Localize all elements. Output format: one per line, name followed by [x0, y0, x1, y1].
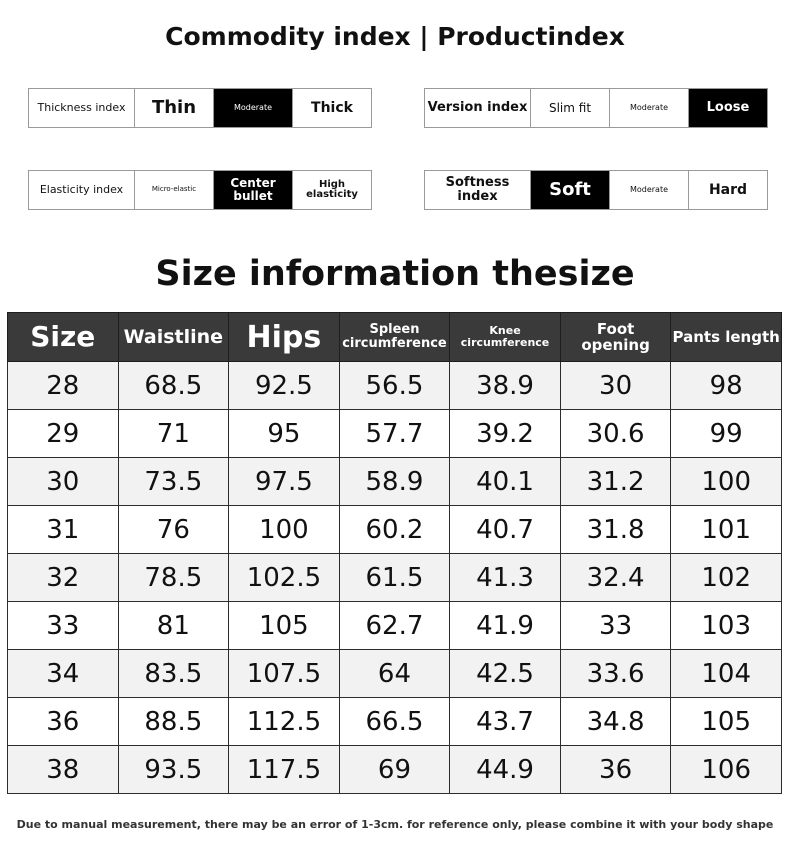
table-row — [8, 746, 782, 794]
size-table-header-row — [8, 313, 782, 362]
table-cell: 40.1 — [450, 458, 561, 506]
table-cell: 57.7 — [339, 410, 450, 458]
elasticity-option-high-elasticity: High elasticity — [306, 178, 358, 200]
thickness-option-thin: Thin — [135, 89, 214, 127]
table-cell: 76 — [118, 506, 229, 554]
table-cell: 33.6 — [560, 650, 671, 698]
table-cell: 58.9 — [339, 458, 450, 506]
version-index-label: Version index — [425, 89, 531, 127]
version-index-row — [424, 88, 768, 128]
table-cell: 71 — [118, 410, 229, 458]
table-cell: 36 — [8, 698, 119, 746]
header-foot-opening: Foot opening — [560, 313, 671, 362]
table-cell: 61.5 — [339, 554, 450, 602]
table-cell: 40.7 — [450, 506, 561, 554]
table-cell: 38.9 — [450, 362, 561, 410]
table-cell: 102.5 — [229, 554, 340, 602]
table-cell: 38 — [8, 746, 119, 794]
table-cell: 39.2 — [450, 410, 561, 458]
table-cell: 62.7 — [339, 602, 450, 650]
table-row — [8, 650, 782, 698]
table-cell: 106 — [671, 746, 782, 794]
header-hips: Hips — [229, 313, 340, 362]
table-cell: 64 — [339, 650, 450, 698]
elasticity-index-row — [28, 170, 372, 210]
table-cell: 69 — [339, 746, 450, 794]
table-cell: 30.6 — [560, 410, 671, 458]
table-cell: 43.7 — [450, 698, 561, 746]
version-option-slim-fit: Slim fit — [531, 89, 610, 127]
size-table — [7, 312, 782, 794]
softness-option-soft: Soft — [531, 171, 610, 209]
table-cell: 100 — [229, 506, 340, 554]
header-size: Size — [8, 313, 119, 362]
table-cell: 56.5 — [339, 362, 450, 410]
table-cell: 42.5 — [450, 650, 561, 698]
thickness-index-row — [28, 88, 372, 128]
table-row — [8, 458, 782, 506]
table-cell: 30 — [560, 362, 671, 410]
table-cell: 105 — [671, 698, 782, 746]
table-cell: 104 — [671, 650, 782, 698]
elasticity-index-label: Elasticity index — [29, 171, 135, 209]
table-cell: 78.5 — [118, 554, 229, 602]
table-cell: 73.5 — [118, 458, 229, 506]
table-row — [8, 410, 782, 458]
table-cell: 95 — [229, 410, 340, 458]
elasticity-option-micro-elastic: Micro-elastic — [135, 171, 214, 209]
table-cell: 102 — [671, 554, 782, 602]
version-option-loose: Loose — [689, 89, 767, 127]
header-knee-circumference: Knee circumference — [450, 313, 561, 362]
table-cell: 92.5 — [229, 362, 340, 410]
table-row — [8, 602, 782, 650]
table-cell: 68.5 — [118, 362, 229, 410]
table-row — [8, 554, 782, 602]
table-cell: 117.5 — [229, 746, 340, 794]
measurement-footnote: Due to manual measurement, there may be an error of 1-3cm. for reference only, please combine it with your body shape — [16, 818, 774, 831]
table-cell: 34 — [8, 650, 119, 698]
thickness-index-label: Thickness index — [29, 89, 135, 127]
thickness-option-moderate: Moderate — [214, 89, 293, 127]
table-cell: 41.9 — [450, 602, 561, 650]
softness-option-moderate: Moderate — [610, 171, 689, 209]
table-cell: 30 — [8, 458, 119, 506]
thickness-option-thick: Thick — [311, 99, 353, 116]
header-spleen-circumference: Spleen circumference — [339, 313, 450, 362]
table-cell: 31 — [8, 506, 119, 554]
table-cell: 83.5 — [118, 650, 229, 698]
table-cell: 105 — [229, 602, 340, 650]
table-row — [8, 698, 782, 746]
table-cell: 107.5 — [229, 650, 340, 698]
table-cell: 31.2 — [560, 458, 671, 506]
table-cell: 60.2 — [339, 506, 450, 554]
table-cell: 81 — [118, 602, 229, 650]
softness-index-row — [424, 170, 768, 210]
table-row — [8, 506, 782, 554]
table-cell: 88.5 — [118, 698, 229, 746]
size-information-title: Size information thesize — [155, 254, 635, 294]
header-pants-length: Pants length — [671, 313, 782, 362]
table-cell: 32 — [8, 554, 119, 602]
table-cell: 100 — [671, 458, 782, 506]
table-cell: 103 — [671, 602, 782, 650]
table-cell: 33 — [560, 602, 671, 650]
table-cell: 44.9 — [450, 746, 561, 794]
table-row — [8, 362, 782, 410]
header-waistline: Waistline — [118, 313, 229, 362]
table-cell: 112.5 — [229, 698, 340, 746]
table-cell: 97.5 — [229, 458, 340, 506]
table-cell: 32.4 — [560, 554, 671, 602]
commodity-index-title: Commodity index | Productindex — [165, 22, 625, 51]
softness-index-label: Softness index — [425, 171, 531, 209]
table-cell: 41.3 — [450, 554, 561, 602]
table-cell: 36 — [560, 746, 671, 794]
table-cell: 29 — [8, 410, 119, 458]
table-cell: 31.8 — [560, 506, 671, 554]
table-cell: 93.5 — [118, 746, 229, 794]
table-cell: 98 — [671, 362, 782, 410]
table-cell: 34.8 — [560, 698, 671, 746]
table-cell: 66.5 — [339, 698, 450, 746]
table-cell: 33 — [8, 602, 119, 650]
elasticity-option-center-bullet: Center bullet — [214, 171, 293, 209]
table-cell: 99 — [671, 410, 782, 458]
table-cell: 28 — [8, 362, 119, 410]
table-cell: 101 — [671, 506, 782, 554]
version-option-moderate: Moderate — [610, 89, 689, 127]
softness-option-hard: Hard — [708, 181, 748, 198]
